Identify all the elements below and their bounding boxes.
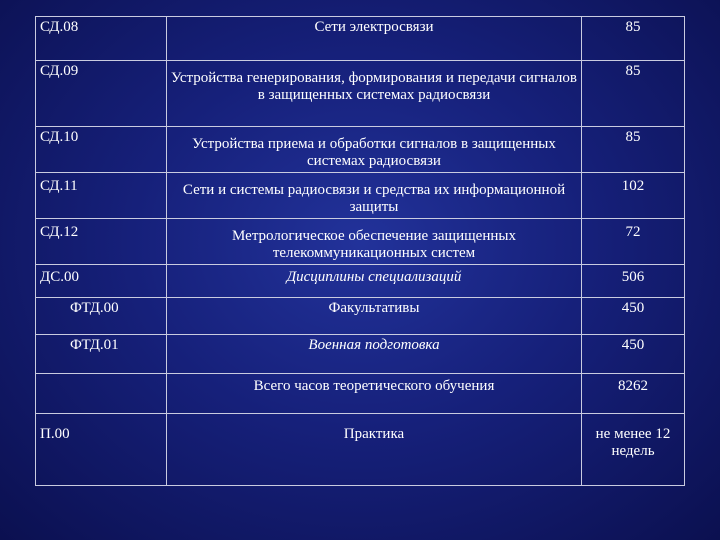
course-code: П.00 (36, 414, 167, 486)
table-row (36, 61, 685, 127)
curriculum-table (35, 16, 685, 486)
course-hours: 85 (582, 61, 685, 127)
course-name: Дисциплины специализаций (167, 265, 582, 298)
course-hours: 506 (582, 265, 685, 298)
table-row (36, 335, 685, 374)
course-hours: 450 (582, 298, 685, 335)
course-name: Факультативы (167, 298, 582, 335)
course-hours: 85 (582, 17, 685, 61)
course-hours: 102 (582, 173, 685, 219)
course-name: Сети и системы радиосвязи и средства их информационной защиты (167, 173, 582, 219)
course-code: СД.12 (36, 219, 167, 265)
table-row (36, 127, 685, 173)
course-code: СД.11 (36, 173, 167, 219)
course-code: ДС.00 (36, 265, 167, 298)
course-code (36, 374, 167, 414)
course-code: СД.10 (36, 127, 167, 173)
course-name: Устройства генерирования, формирования и передачи сигналов в защищенных системах радиосвязи (167, 61, 582, 127)
course-code: СД.08 (36, 17, 167, 61)
course-code: ФТД.01 (36, 335, 167, 374)
course-name: Военная подготовка (167, 335, 582, 374)
course-name: Сети электросвязи (167, 17, 582, 61)
course-hours: не менее 12 недель (582, 414, 685, 486)
course-hours: 450 (582, 335, 685, 374)
table-row (36, 414, 685, 486)
table-row (36, 374, 685, 414)
course-name: Устройства приема и обработки сигналов в защищенных системах радиосвязи (167, 127, 582, 173)
total-hours: 8262 (582, 374, 685, 414)
table-row (36, 219, 685, 265)
course-hours: 72 (582, 219, 685, 265)
table-row (36, 265, 685, 298)
course-code: СД.09 (36, 61, 167, 127)
course-code: ФТД.00 (36, 298, 167, 335)
total-label: Всего часов теоретического обучения (167, 374, 582, 414)
table-row (36, 298, 685, 335)
table-row (36, 17, 685, 61)
table-row (36, 173, 685, 219)
course-name: Метрологическое обеспечение защищенных телекоммуникационных систем (167, 219, 582, 265)
course-hours: 85 (582, 127, 685, 173)
course-name: Практика (167, 414, 582, 486)
